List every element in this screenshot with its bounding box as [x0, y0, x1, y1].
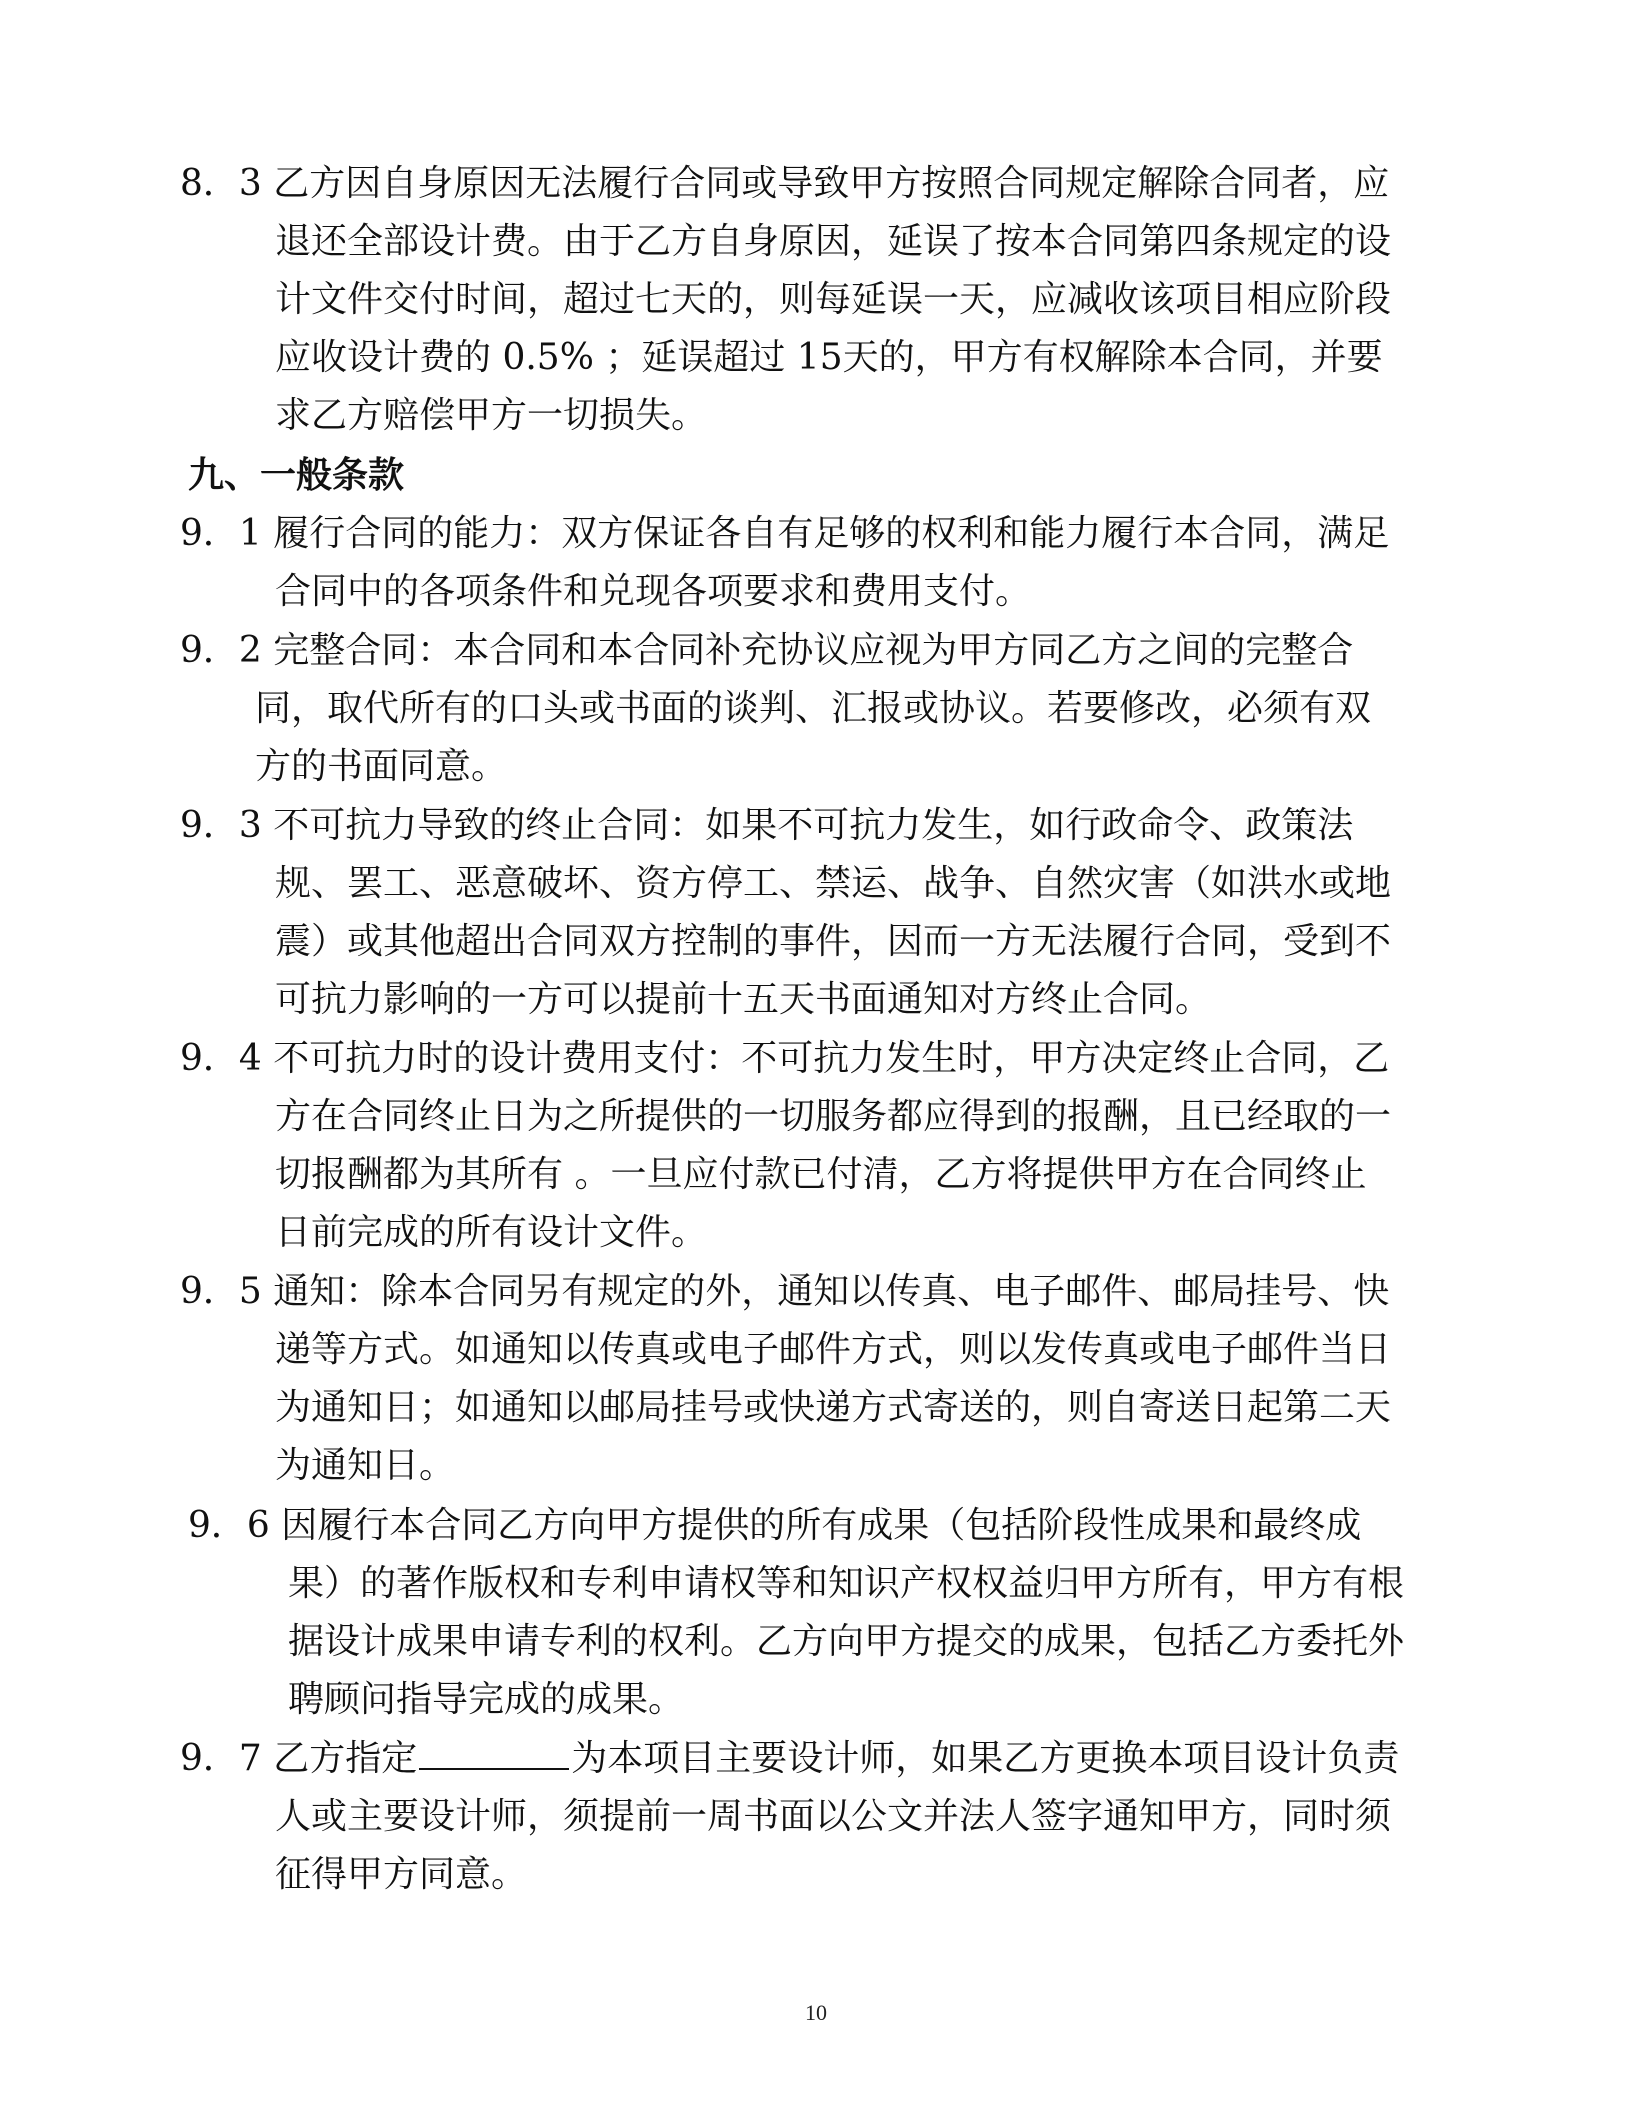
clause-9-5-line-3: 为通知日；如通知以邮局挂号或快递方式寄送的，则自寄送日起第二天: [275, 1387, 1392, 1428]
clause-9-2-line-2: 同，取代所有的口头或书面的谈判、汇报或协议。若要修改，必须有双: [255, 688, 1372, 729]
clause-9-6: [188, 1497, 1404, 1729]
clause-9-5-line-1: 9．5 通知：除本合同另有规定的外，通知以传真、电子邮件、邮局挂号、快: [180, 1271, 1390, 1312]
section-9-heading: 九、一般条款: [188, 454, 405, 496]
clause-9-5: [180, 1263, 1391, 1495]
clause-8-3-line-3: 计文件交付时间，超过七天的，则每延误一天，应减收该项目相应阶段: [275, 279, 1392, 320]
clause-8-3-line-5: 求乙方赔偿甲方一切损失。: [275, 395, 708, 436]
clause-9-4: [180, 1030, 1391, 1262]
clause-9-3-line-4: 可抗力影响的一方可以提前十五天书面通知对方终止合同。: [275, 979, 1212, 1020]
clause-9-4-line-1: 9．4 不可抗力时的设计费用支付：不可抗力发生时，甲方决定终止合同，乙: [180, 1038, 1390, 1079]
clause-9-2-line-1: 9．2 完整合同：本合同和本合同补充协议应视为甲方同乙方之间的完整合: [180, 630, 1354, 671]
clause-9-4-line-4: 日前完成的所有设计文件。: [275, 1212, 708, 1253]
clause-9-2: [180, 622, 1371, 796]
clause-9-6-line-2: 果）的著作版权和专利申请权等和知识产权权益归甲方所有，甲方有根: [288, 1563, 1405, 1604]
clause-8-3-line-4: 应收设计费的 0.5% ；延误超过 15天的，甲方有权解除本合同，并要: [275, 337, 1383, 378]
clause-9-1: [180, 505, 1389, 621]
clause-9-2-line-3: 方的书面同意。: [255, 746, 508, 787]
clause-9-7-trail-text: 为本项目主要设计师，如果乙方更换本项目设计负责: [571, 1738, 1400, 1779]
clause-9-7-line-3: 征得甲方同意。: [275, 1854, 528, 1895]
clause-9-7: [180, 1730, 1399, 1904]
clause-9-3-line-3: 震）或其他超出合同双方控制的事件，因而一方无法履行合同，受到不: [275, 921, 1392, 962]
clause-9-3-line-1: 9．3 不可抗力导致的终止合同：如果不可抗力发生，如行政命令、政策法: [180, 805, 1354, 846]
page-number: 10: [805, 2000, 827, 2025]
clause-8-3-line-1: 8．3 乙方因自身原因无法履行合同或导致甲方按照合同规定解除合同者，应: [180, 163, 1390, 204]
clause-9-4-line-3: 切报酬都为其所有 。一旦应付款已付清，乙方将提供甲方在合同终止: [275, 1154, 1367, 1195]
clause-9-6-line-4: 聘顾问指导完成的成果。: [288, 1679, 685, 1720]
clause-9-6-line-1: 9．6 因履行本合同乙方向甲方提供的所有成果（包括阶段性成果和最终成: [188, 1505, 1362, 1546]
clause-9-3: [180, 797, 1391, 1029]
clause-9-5-line-2: 递等方式。如通知以传真或电子邮件方式，则以发传真或电子邮件当日: [275, 1329, 1392, 1370]
clause-8-3-line-2: 退还全部设计费。由于乙方自身原因，延误了按本合同第四条规定的设: [275, 221, 1392, 262]
clause-9-7-lead-text: 9．7 乙方指定: [180, 1738, 418, 1779]
clause-8-3: [180, 155, 1391, 445]
clause-9-6-line-3: 据设计成果申请专利的权利。乙方向甲方提交的成果，包括乙方委托外: [288, 1621, 1405, 1662]
clause-9-4-line-2: 方在合同终止日为之所提供的一切服务都应得到的报酬，且已经取的一: [275, 1096, 1392, 1137]
clause-9-7-line-2: 人或主要设计师，须提前一周书面以公文并法人签字通知甲方，同时须: [275, 1796, 1392, 1837]
clause-9-1-line-1: 9．1 履行合同的能力：双方保证各自有足够的权利和能力履行本合同，满足: [180, 513, 1390, 554]
designer-name-blank[interactable]: [419, 1734, 569, 1770]
clause-9-5-line-4: 为通知日。: [275, 1445, 456, 1486]
clause-9-7-line-1: [180, 1730, 1399, 1788]
clause-9-1-line-2: 合同中的各项条件和兑现各项要求和费用支付。: [275, 571, 1032, 612]
clause-9-3-line-2: 规、罢工、恶意破坏、资方停工、禁运、战争、自然灾害（如洪水或地: [275, 863, 1392, 904]
